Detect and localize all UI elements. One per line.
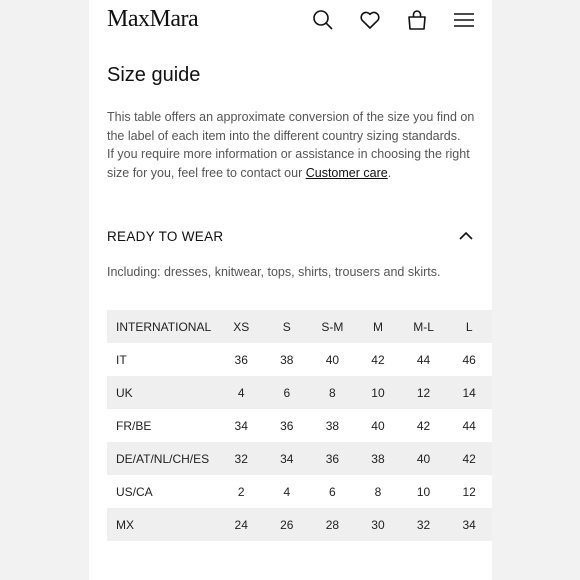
heart-icon[interactable] [358, 8, 382, 32]
column-header: INTERNATIONAL [116, 319, 212, 334]
size-cell: 2 [237, 484, 245, 499]
table-row [107, 409, 492, 442]
customer-care-link[interactable]: Customer care [305, 166, 388, 181]
table-row [107, 376, 492, 409]
size-cell: 40 [416, 451, 431, 466]
row-label: MX [116, 517, 134, 532]
intro-paragraph-2-text: If you require more information or assistance in choosing the right size for you, feel free to contact our [107, 147, 470, 181]
intro-paragraph-1: This table offers an approximate conversion of the size you find on the label of each item into the different country sizing standards. [107, 110, 475, 143]
size-cell: 32 [416, 517, 431, 532]
size-cell: 40 [371, 418, 385, 433]
size-guide-page [89, 0, 492, 580]
size-cell: 34 [234, 418, 248, 433]
maxmara-logo[interactable]: MaxMara [107, 6, 199, 32]
table-row [107, 442, 492, 475]
size-cell: 38 [325, 418, 340, 433]
column-header: S-M [321, 319, 344, 334]
row-label: US/CA [116, 484, 153, 499]
row-label: IT [116, 352, 127, 367]
row-label: UK [116, 385, 133, 400]
size-cell: 8 [374, 484, 382, 499]
intro-paragraph-2 [107, 145, 479, 182]
size-cell: 36 [280, 418, 294, 433]
size-cell: 46 [462, 352, 476, 367]
size-cell: 28 [325, 517, 340, 532]
menu-icon[interactable] [452, 8, 476, 32]
search-icon[interactable] [311, 8, 335, 32]
intro-paragraph-2-end: . [387, 166, 392, 181]
section-note: Including: dresses, knitwear, tops, shirts, trousers and skirts. [107, 265, 441, 279]
size-cell: 30 [371, 517, 385, 532]
size-cell: 32 [234, 451, 248, 466]
size-cell: 12 [416, 385, 431, 400]
size-cell: 42 [416, 418, 431, 433]
size-cell: 6 [283, 385, 291, 400]
column-header: M [372, 319, 383, 334]
size-cell: 14 [462, 385, 476, 400]
table-row [107, 475, 492, 508]
size-cell: 8 [329, 385, 336, 400]
size-cell: 12 [462, 484, 476, 499]
size-cell: 10 [371, 385, 385, 400]
size-cell: 24 [234, 517, 248, 532]
size-cell: 26 [280, 517, 294, 532]
table-row [107, 343, 492, 376]
column-header: M-L [413, 319, 434, 334]
size-cell: 10 [416, 484, 431, 499]
size-cell: 42 [371, 352, 385, 367]
bag-icon[interactable] [405, 8, 429, 32]
column-header: L [465, 319, 473, 334]
size-cell: 4 [237, 385, 245, 400]
row-label: FR/BE [116, 418, 152, 433]
size-cell: 40 [325, 352, 340, 367]
page-title: Size guide [107, 64, 201, 86]
size-cell: 38 [371, 451, 385, 466]
column-header: XS [233, 319, 250, 334]
size-cell: 34 [462, 517, 476, 532]
size-cell: 4 [283, 484, 291, 499]
size-table-body [107, 310, 492, 541]
size-cell: 36 [234, 352, 248, 367]
column-header: S [282, 319, 291, 334]
intro-text [107, 108, 479, 183]
ready-to-wear-accordion-header[interactable] [107, 226, 474, 248]
size-cell: 44 [416, 352, 431, 367]
size-cell: 38 [280, 352, 294, 367]
table-header-row [107, 310, 492, 343]
size-conversion-table [107, 310, 492, 541]
chevron-up-icon [458, 230, 474, 242]
size-cell: 42 [462, 451, 476, 466]
size-cell: 36 [325, 451, 340, 466]
size-cell: 44 [462, 418, 476, 433]
section-title: READY TO WEAR [107, 229, 224, 244]
row-label: DE/AT/NL/CH/ES [116, 451, 210, 466]
size-cell: 34 [280, 451, 294, 466]
site-header [89, 0, 492, 44]
size-cell: 6 [329, 484, 336, 499]
table-row [107, 508, 492, 541]
